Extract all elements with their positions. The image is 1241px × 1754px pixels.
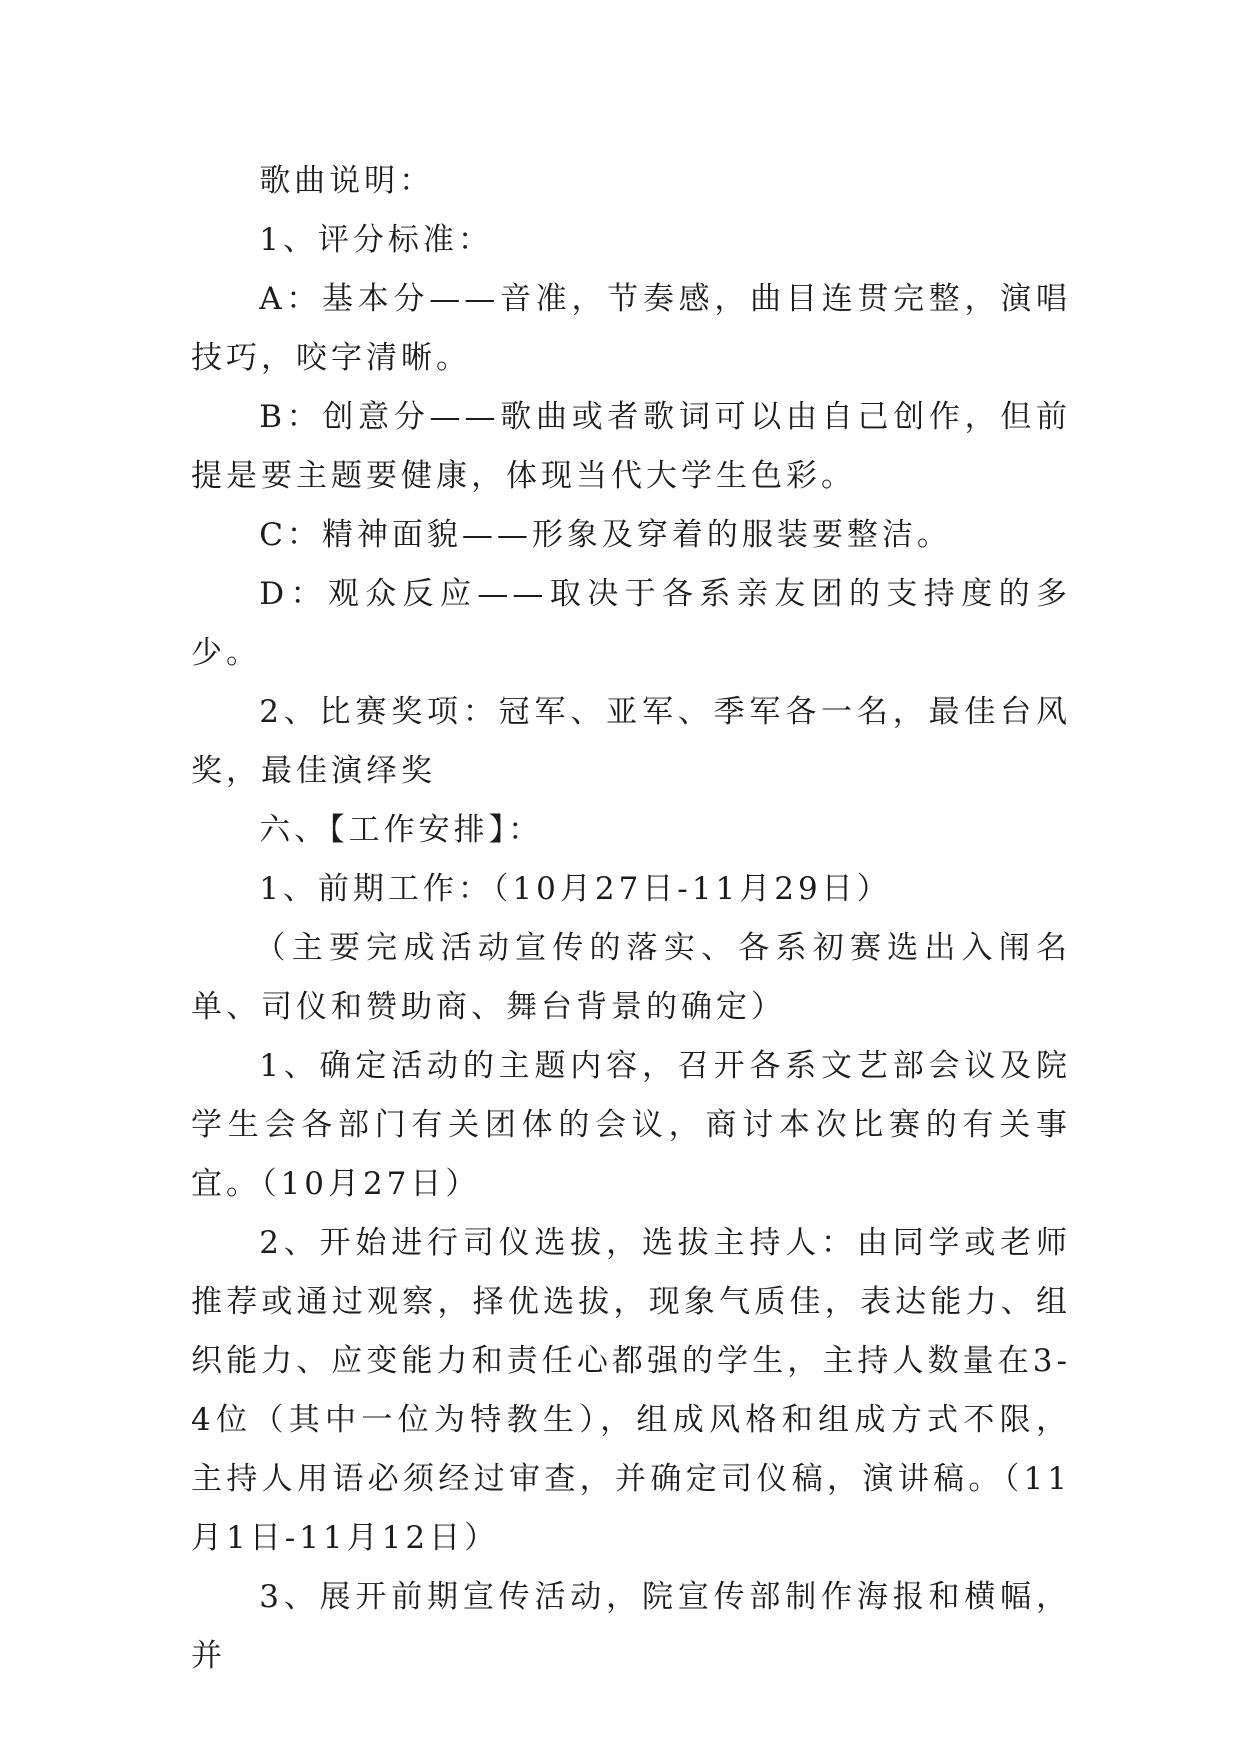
criteria-b-paragraph: B：创意分——歌曲或者歌词可以由自己创作，但前提是要主题要健康，体现当代大学生色彩。 xyxy=(191,399,1071,494)
document-body xyxy=(191,152,1071,1686)
early-work-note-paragraph: （主要完成活动宣传的落实、各系初赛选出入闱名单、司仪和赞助商、舞台背景的确定） xyxy=(191,930,1071,1025)
early-work-heading: 1、前期工作：（10月27日-11月29日） xyxy=(259,871,892,907)
awards-paragraph: 2、比赛奖项：冠军、亚军、季军各一名，最佳台风奖，最佳演绎奖 xyxy=(191,694,1071,789)
criteria-a-paragraph: A：基本分——音准，节奏感，曲目连贯完整，演唱技巧，咬字清晰。 xyxy=(191,281,1071,376)
step-2-paragraph: 2、开始进行司仪选拔，选拔主持人：由同学或老师推荐或通过观察，择优选拔，现象气质佳，表达能力、组织能力、应变能力和责任心都强的学生，主持人数量在3-4位（其中一位为特教生），组成风格和组成方式不限，主持人用语必须经过审查，并确定司仪稿，演讲稿。（11月1日-11月12日） xyxy=(191,1225,1071,1556)
work-arrangement-heading: 六、【工作安排】： xyxy=(259,812,544,848)
step-1-paragraph: 1、确定活动的主题内容，召开各系文艺部会议及院学生会各部门有关团体的会议，商讨本次比赛的有关事宜。（10月27日） xyxy=(191,1048,1071,1202)
step-3-paragraph: 3、展开前期宣传活动，院宣传部制作海报和横幅，并 xyxy=(191,1579,1071,1674)
scoring-criteria-heading: 1、评分标准： xyxy=(259,222,493,258)
song-notes-heading: 歌曲说明： xyxy=(259,163,435,199)
criteria-d-paragraph: D：观众反应——取决于各系亲友团的支持度的多少。 xyxy=(191,576,1071,671)
criteria-c-paragraph: C：精神面貌——形象及穿着的服装要整洁。 xyxy=(259,517,952,553)
